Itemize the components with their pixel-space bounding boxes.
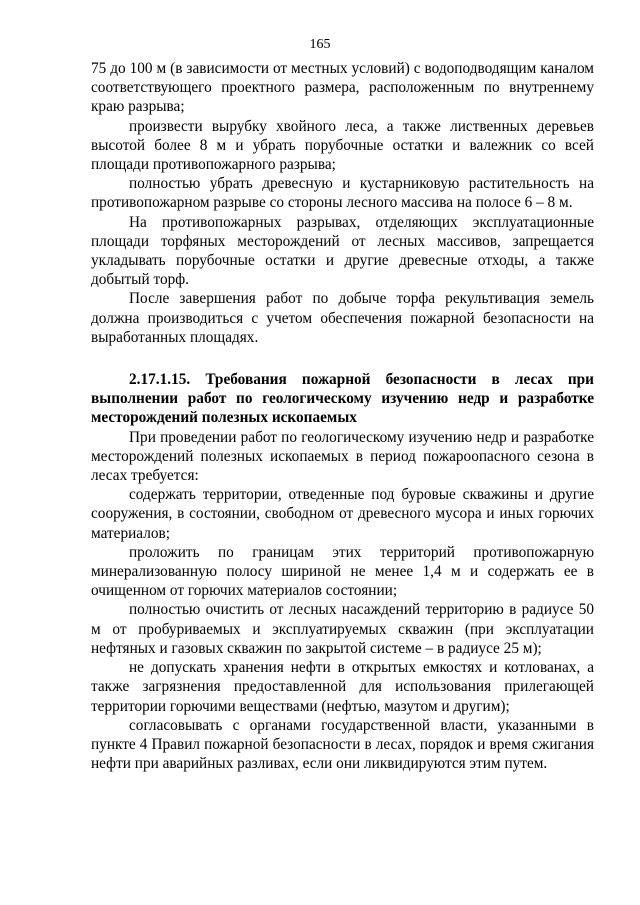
section-heading: 2.17.1.15. Требования пожарной безопасности в лесах при выполнении работ по геологическому изучению недр и разработке месторождений полезных ископаемых [91,371,594,427]
list-item: содержать территории, отведенные под буровые скважины и другие сооружения, в состоянии, свободном от древесного мусора и иных горючих материалов; [91,486,594,542]
document-body [91,59,594,773]
paragraph: На противопожарных разрывах, отделяющих эксплуатационные площади торфяных месторождений от лесных массивов, запрещается укладывать порубочные остатки и другие древесные отходы, а также добытый торф. [91,213,594,289]
list-item: согласовывать с органами государственной власти, указанными в пункте 4 Правил пожарной безопасности в лесах, порядок и время сжигания нефти при аварийных разливах, если они ликвидируются этим путем. [91,716,594,773]
paragraph: После завершения работ по добыче торфа рекультивация земель должна производиться с учетом обеспечения пожарной безопасности на выработанных площадях. [91,290,594,346]
list-item: не допускать хранения нефти в открытых емкостях и котлованах, а также загрязнения предоставленной для использования прилегающей территории горючими веществами (нефтью, мазутом и другим); [91,659,594,715]
paragraph: полностью убрать древесную и кустарниковую растительность на противопожарном разрыве со стороны лесного массива на полосе 6 – 8 м. [91,175,594,212]
paragraph: произвести вырубку хвойного леса, а также лиственных деревьев высотой более 8 м и убрать порубочные остатки и валежник со всей площади противопожарного разрыва; [91,117,594,174]
list-item: полностью очистить от лесных насаждений территорию в радиусе 50 м от пробуриваемых и эксплуатируемых скважин (при эксплуатации нефтяных и газовых скважин по закрытой системе – в радиусе 25 м); [91,601,594,657]
paragraph: 75 до 100 м (в зависимости от местных условий) с водоподводящим каналом соответствующего проектного размера, расположенным по внутреннему краю разрыва; [91,60,594,116]
list-item: проложить по границам этих территорий противопожарную минерализованную полосу шириной не менее 1,4 м и содержать ее в очищенном от горючих материалов состоянии; [91,543,594,600]
page-number: 165 [309,37,331,52]
paragraph: При проведении работ по геологическому изучению недр и разработке месторождений полезных ископаемых в период пожароопасного сезона в лесах требуется: [91,428,594,485]
